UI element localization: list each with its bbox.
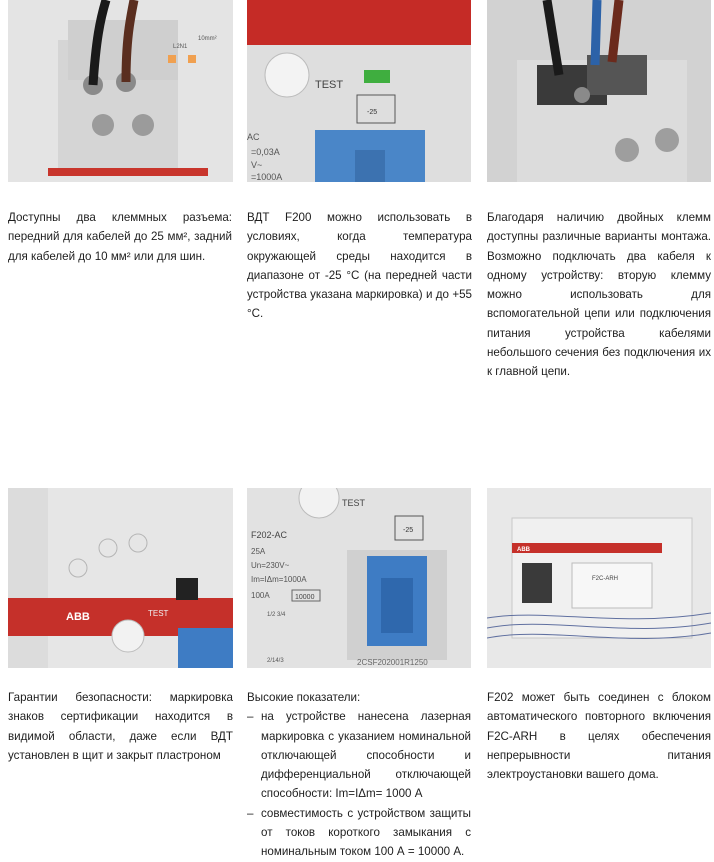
caption-temperature xyxy=(247,208,472,324)
photo-double-terminals xyxy=(487,0,711,182)
performance-illustration xyxy=(247,488,471,668)
product-code: 2CSF202001R1250 xyxy=(357,658,428,667)
rating-line-2: Un=230V~ xyxy=(251,561,290,570)
caption-terminals-text: Доступны два клеммных разъема: передний для кабелей до 25 мм², задний для кабелей до 10 мм² или для шин. xyxy=(8,211,232,263)
caption-double-terminals xyxy=(487,208,711,382)
arh-module-illustration xyxy=(487,488,711,668)
performance-item-1: – на устройстве нанесена лазерная маркировка с указанием номинальной отключающей способности и дифференциальной отключающей способности: Im=IΔm= 1000 А xyxy=(247,707,471,803)
caption-arh-module-text: F202 может быть соединен с блоком автоматического повторного включения F2C-ARH в целях обеспечения непрерывности питания электроустановки вашего дома. xyxy=(487,691,711,782)
photo-terminals xyxy=(8,0,233,182)
brand-logo-2: ABB xyxy=(517,547,530,553)
brand-logo: ABB xyxy=(66,611,90,623)
temperature-illustration xyxy=(247,0,471,182)
double-terminals-illustration xyxy=(487,0,711,182)
terminal-label-2: 10mm² xyxy=(198,36,217,42)
test-label-3: TEST xyxy=(342,498,366,508)
terminal-label-1: L2N1 xyxy=(173,44,188,50)
rating-line-3: Im=IΔm=1000A xyxy=(251,575,307,584)
caption-double-terminals-text: Благодаря наличию двойных клемм доступны различные варианты монтажа. Возможно подключать два кабеля к одному устройству: вторую клемму можно использовать для вспомогательной цепи или подключения питания устройства кабелями небольшого сечения без подключения их к главной цепи. xyxy=(487,211,711,379)
performance-item-2: – совместимость с устройством защиты от токов короткого замыкания с номинальным током 100 А = 10000 А. xyxy=(247,804,471,862)
certification-illustration xyxy=(8,488,233,668)
rating-current: =0,03A xyxy=(251,147,280,157)
test-label: TEST xyxy=(315,79,344,91)
rating-ac: AC xyxy=(247,132,260,142)
caption-certification-text: Гарантии безопасности: маркировка знаков сертификации находится в видимой области, даже если ВДТ установлен в щит и закрыт пластроном xyxy=(8,691,233,762)
photo-performance xyxy=(247,488,471,668)
photo-certification xyxy=(8,488,233,668)
capacity-box: 10000 xyxy=(295,594,315,601)
caption-temperature-text: ВДТ F200 можно использовать в условиях, когда температура окружающей среды находится в диапазоне от -25 °С (на передней части устройства указана маркировка) и до +55 °С. xyxy=(247,211,472,321)
photo-temperature xyxy=(247,0,471,182)
photo-arh-module xyxy=(487,488,711,668)
rating-line-4: 100A xyxy=(251,591,270,600)
performance-list xyxy=(247,707,471,861)
temp-marking: -25 xyxy=(367,109,378,116)
pin-labels: 1/2 3/4 xyxy=(267,612,286,618)
model-label: F202-AC xyxy=(251,530,288,540)
caption-arh-module xyxy=(487,688,711,784)
caption-performance-intro: Высокие показатели: xyxy=(247,691,361,704)
temp-marking-2: -25 xyxy=(403,527,414,534)
rating-voltage: V~ xyxy=(251,160,263,170)
module-name: F2C-ARH xyxy=(592,576,619,582)
caption-performance xyxy=(247,688,471,862)
rating-capacity: =1000A xyxy=(251,172,283,182)
rating-line-1: 25A xyxy=(251,547,266,556)
pin-labels-2: 2/14/3 xyxy=(267,658,284,664)
terminals-illustration xyxy=(8,0,233,182)
caption-certification xyxy=(8,688,233,765)
caption-terminals xyxy=(8,208,232,266)
test-label-2: TEST xyxy=(148,609,169,618)
